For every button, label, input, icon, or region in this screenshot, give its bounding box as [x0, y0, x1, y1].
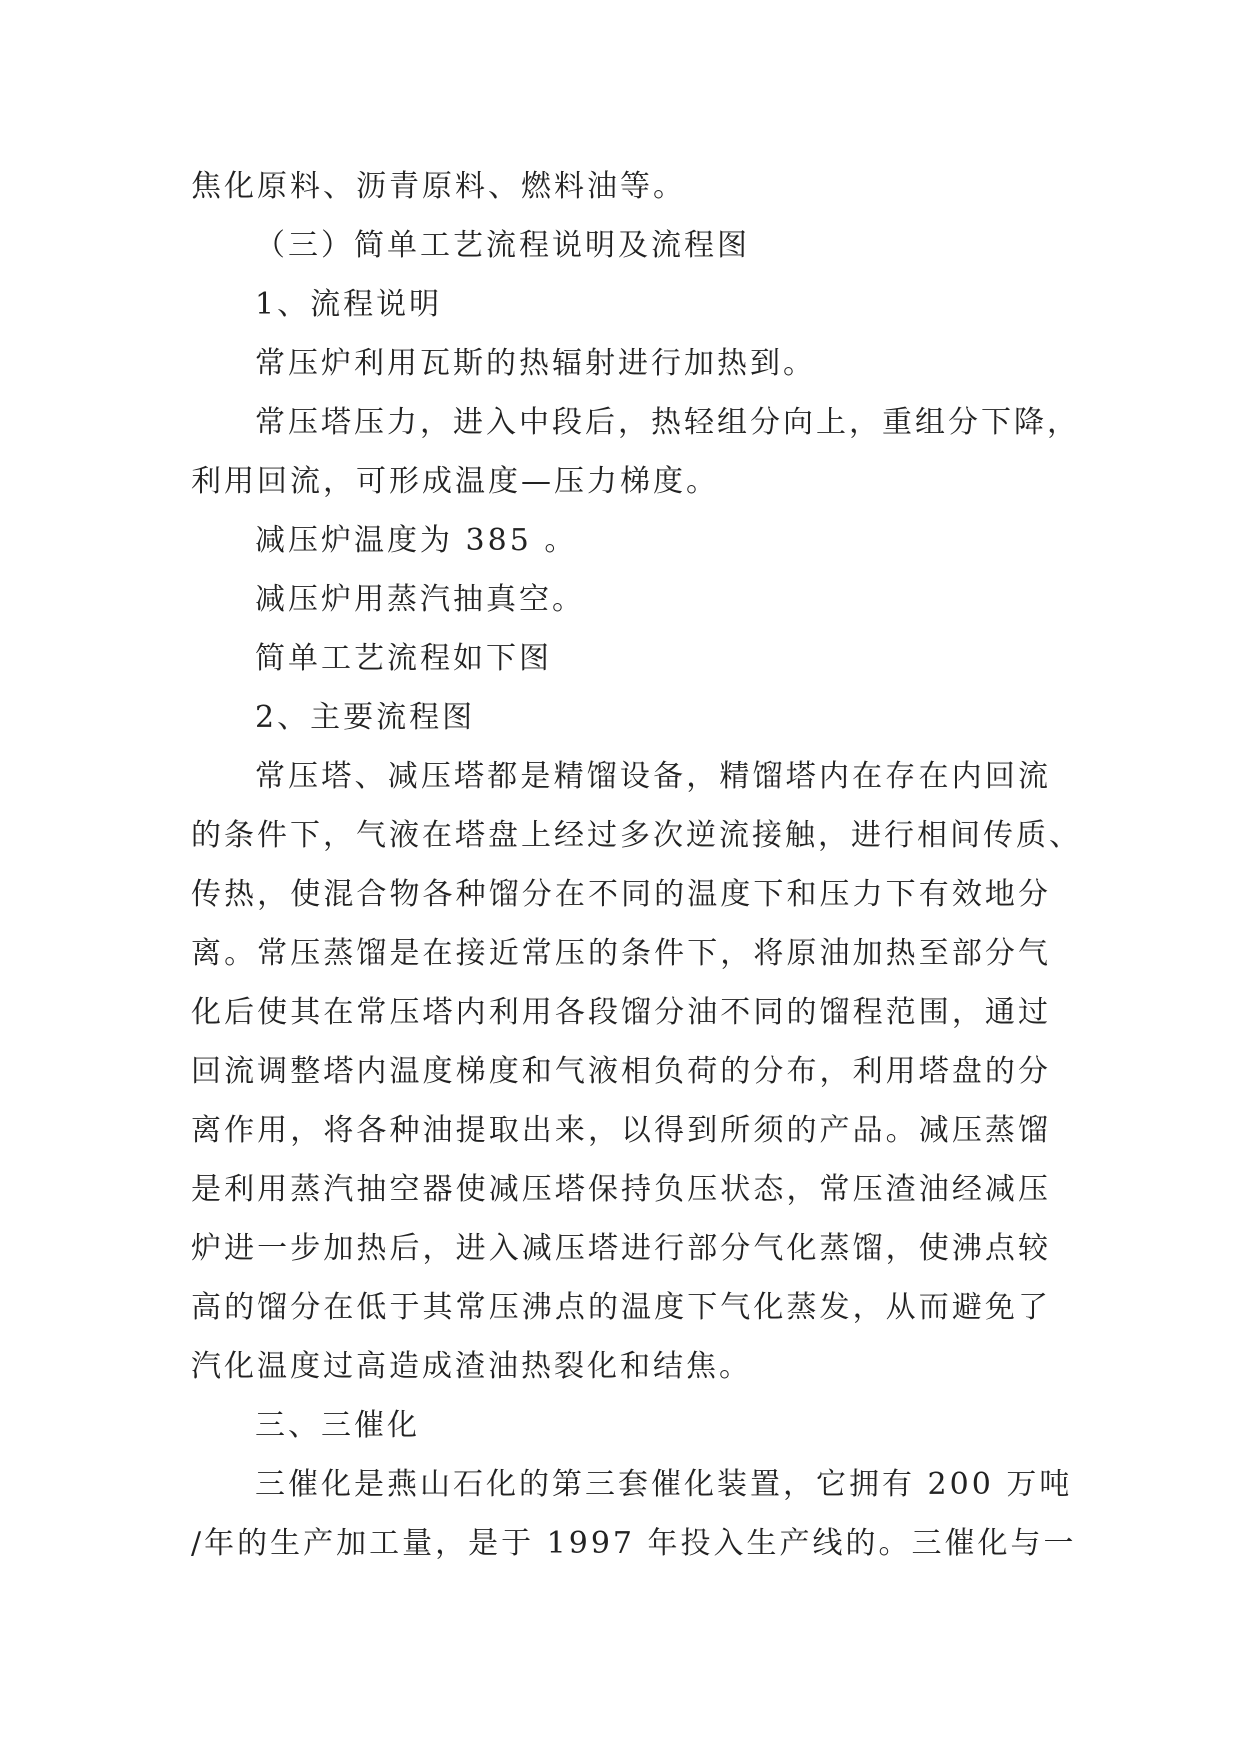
- paragraph-line: /年的生产加工量，是于 1997 年投入生产线的。三催化与一: [191, 1526, 1077, 1561]
- paragraph-line: 简单工艺流程如下图: [255, 641, 552, 676]
- paragraph-continuation: 焦化原料、沥青原料、燃料油等。: [191, 169, 686, 204]
- paragraph-line: 是利用蒸汽抽空器使减压塔保持负压状态，常压渣油经减压: [191, 1172, 1051, 1207]
- paragraph-line: 化后使其在常压塔内利用各段馏分油不同的馏程范围，通过: [191, 995, 1051, 1030]
- paragraph-line: 高的馏分在低于其常压沸点的温度下气化蒸发，从而避免了: [191, 1290, 1051, 1325]
- paragraph-line: 回流调整塔内温度梯度和气液相负荷的分布，利用塔盘的分: [191, 1054, 1051, 1089]
- section-heading-third-catalytic: 三、三催化: [255, 1408, 420, 1443]
- paragraph-line: 减压炉温度为 385 。: [255, 523, 578, 558]
- paragraph-line: 常压炉利用瓦斯的热辐射进行加热到。: [255, 346, 816, 381]
- paragraph-line: 离作用，将各种油提取出来，以得到所须的产品。减压蒸馏: [191, 1113, 1051, 1148]
- paragraph-line: 利用回流，可形成温度—压力梯度。: [191, 464, 719, 499]
- body-text: [191, 157, 1082, 1573]
- paragraph-line: 常压塔、减压塔都是精馏设备，精馏塔内在存在内回流: [255, 759, 1051, 794]
- paragraph-line: 传热，使混合物各种馏分在不同的温度下和压力下有效地分: [191, 877, 1051, 912]
- paragraph-line: 常压塔压力，进入中段后，热轻组分向上，重组分下降，: [255, 405, 1080, 440]
- subheading-process-description: 1、流程说明: [255, 287, 443, 322]
- paragraph-line: 炉进一步加热后，进入减压塔进行部分气化蒸馏，使沸点较: [191, 1231, 1051, 1266]
- paragraph-line: 减压炉用蒸汽抽真空。: [255, 582, 585, 617]
- paragraph-line: 离。常压蒸馏是在接近常压的条件下，将原油加热至部分气: [191, 936, 1051, 971]
- section-heading-process: （三）简单工艺流程说明及流程图: [255, 228, 750, 263]
- paragraph-line: 汽化温度过高造成渣油热裂化和结焦。: [191, 1349, 752, 1384]
- paragraph-line: 三催化是燕山石化的第三套催化装置，它拥有 200 万吨: [255, 1467, 1073, 1502]
- subheading-main-flowchart: 2、主要流程图: [255, 700, 476, 735]
- paragraph-line: 的条件下，气液在塔盘上经过多次逆流接触，进行相间传质、: [191, 818, 1082, 853]
